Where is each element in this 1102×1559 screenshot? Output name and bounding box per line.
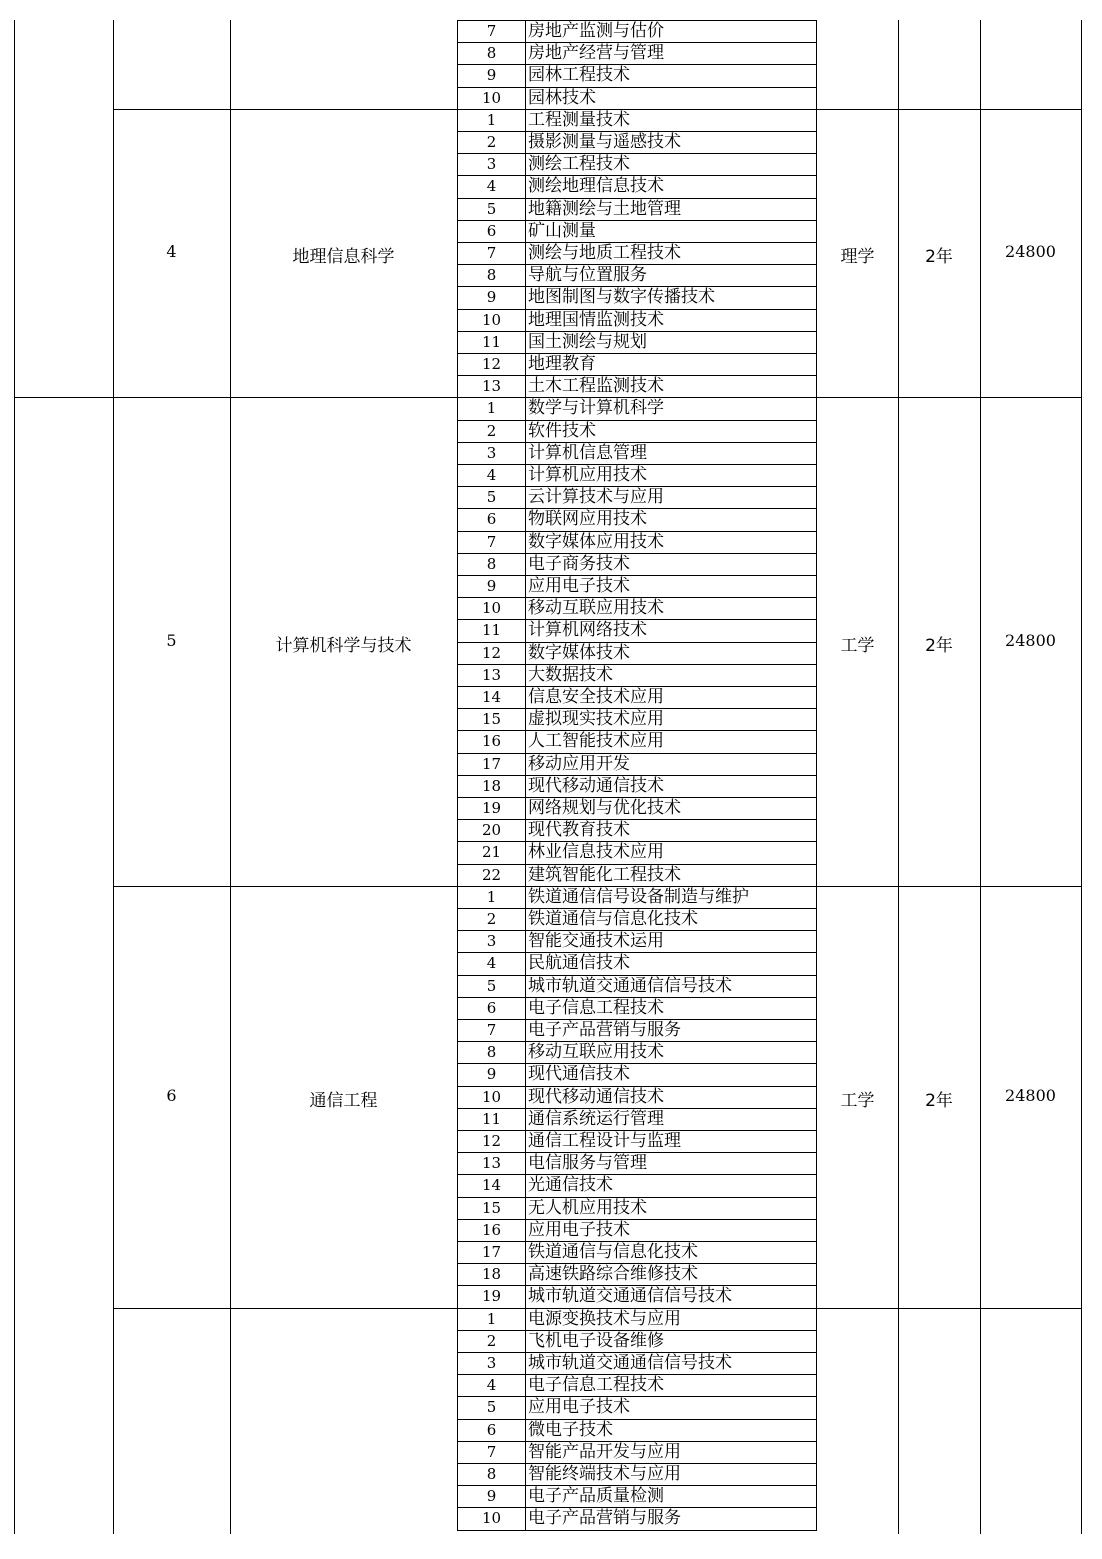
program-row (458, 819, 816, 841)
program-name: 现代移动通信技术 (528, 1086, 664, 1107)
program-row (458, 42, 816, 64)
program-name: 地理教育 (528, 353, 596, 374)
program-number: 8 (458, 1042, 526, 1063)
tuition-fee: 24800 (1005, 630, 1056, 650)
program-name: 电信服务与管理 (528, 1153, 647, 1174)
program-row (458, 87, 816, 109)
program-number: 12 (458, 354, 526, 375)
program-number: 7 (458, 1442, 526, 1463)
program-row (458, 309, 816, 331)
program-row (458, 886, 816, 908)
program-row (458, 464, 816, 486)
sequence-number: 4 (166, 242, 177, 262)
major-name: 通信工程 (309, 1090, 378, 1111)
program-number: 10 (458, 1087, 526, 1108)
program-name: 高速铁路综合维修技术 (528, 1264, 698, 1285)
group-border (14, 397, 457, 398)
program-number: 6 (458, 221, 526, 242)
program-list (457, 397, 817, 886)
program-number: 1 (458, 887, 526, 908)
program-name: 测绘与地质工程技术 (528, 242, 681, 263)
program-name: 微电子技术 (528, 1419, 613, 1440)
program-name: 飞机电子设备维修 (528, 1330, 664, 1351)
program-name: 智能产品开发与应用 (528, 1441, 681, 1462)
program-number: 15 (458, 1198, 526, 1219)
program-name: 移动互联应用技术 (528, 598, 664, 619)
program-name: 应用电子技术 (528, 575, 630, 596)
major-name: 地理信息科学 (292, 247, 395, 268)
degree-category: 理学 (840, 247, 875, 268)
program-number: 9 (458, 576, 526, 597)
program-row (458, 975, 816, 997)
program-name: 国土测绘与规划 (528, 331, 647, 352)
program-number: 13 (458, 1153, 526, 1174)
program-number: 18 (458, 1264, 526, 1285)
program-row (458, 109, 816, 131)
program-name: 电子产品营销与服务 (528, 1019, 681, 1040)
program-name: 林业信息技术应用 (528, 842, 664, 863)
program-number: 17 (458, 1242, 526, 1263)
column-border (14, 20, 15, 1534)
program-row (458, 1352, 816, 1374)
major-name: 计算机科学与技术 (275, 635, 412, 656)
program-list (457, 109, 817, 399)
program-row (458, 1308, 816, 1330)
program-row (458, 1197, 816, 1219)
degree-category: 工学 (840, 635, 875, 656)
program-row (458, 397, 816, 419)
program-name: 通信工程设计与监理 (528, 1130, 681, 1151)
sequence-number: 6 (166, 1085, 177, 1105)
program-row (458, 286, 816, 308)
program-name: 虚拟现实技术应用 (528, 709, 664, 730)
program-row (458, 1507, 816, 1529)
group-border (817, 109, 1081, 110)
program-name: 通信系统运行管理 (528, 1108, 664, 1129)
program-name: 现代移动通信技术 (528, 775, 664, 796)
program-number: 4 (458, 465, 526, 486)
study-years: 2年 (925, 247, 953, 268)
program-name: 电子产品营销与服务 (528, 1508, 681, 1529)
program-name: 城市轨道交通通信信号技术 (528, 1286, 732, 1307)
group-border (817, 397, 1081, 398)
program-row (458, 353, 816, 375)
program-row (458, 442, 816, 464)
program-name: 计算机应用技术 (528, 464, 647, 485)
program-number: 12 (458, 643, 526, 664)
program-number: 11 (458, 332, 526, 353)
program-row (458, 153, 816, 175)
program-number: 1 (458, 398, 526, 419)
program-row (458, 508, 816, 530)
program-name: 城市轨道交通通信信号技术 (528, 975, 732, 996)
program-number: 2 (458, 421, 526, 442)
program-row (458, 753, 816, 775)
program-row (458, 1330, 816, 1352)
program-name: 土木工程监测技术 (528, 376, 664, 397)
program-number: 7 (458, 21, 526, 42)
program-number: 4 (458, 176, 526, 197)
program-number: 1 (458, 110, 526, 131)
program-name: 工程测量技术 (528, 109, 630, 130)
program-row (458, 131, 816, 153)
column-border (1081, 20, 1082, 1534)
group-border (817, 886, 1081, 887)
program-name: 电子商务技术 (528, 553, 630, 574)
program-list (457, 1308, 817, 1531)
tuition-fee: 24800 (1005, 1085, 1056, 1105)
program-number: 16 (458, 731, 526, 752)
program-number: 8 (458, 1464, 526, 1485)
program-row (458, 841, 816, 863)
sequence-number: 5 (166, 630, 177, 650)
program-row (458, 997, 816, 1019)
program-row (458, 619, 816, 641)
program-number: 14 (458, 687, 526, 708)
program-number: 14 (458, 1175, 526, 1196)
program-number: 3 (458, 1353, 526, 1374)
program-number: 7 (458, 532, 526, 553)
program-name: 测绘地理信息技术 (528, 176, 664, 197)
program-number: 22 (458, 865, 526, 886)
program-row (458, 1130, 816, 1152)
program-row (458, 64, 816, 86)
program-name: 网络规划与优化技术 (528, 797, 681, 818)
program-name: 铁道通信与信息化技术 (528, 908, 698, 929)
program-number: 8 (458, 554, 526, 575)
program-row (458, 331, 816, 353)
program-name: 园林技术 (528, 87, 596, 108)
program-number: 6 (458, 509, 526, 530)
program-number: 3 (458, 931, 526, 952)
program-number: 21 (458, 842, 526, 863)
program-number: 10 (458, 598, 526, 619)
program-number: 20 (458, 820, 526, 841)
program-number: 19 (458, 1286, 526, 1307)
program-name: 建筑智能化工程技术 (528, 864, 681, 885)
program-name: 无人机应用技术 (528, 1197, 647, 1218)
program-row (458, 952, 816, 974)
program-number: 9 (458, 1486, 526, 1507)
program-name: 数字媒体技术 (528, 642, 630, 663)
program-row (458, 1041, 816, 1063)
program-row (458, 664, 816, 686)
program-number: 3 (458, 154, 526, 175)
program-number: 5 (458, 1397, 526, 1418)
program-name: 电子产品质量检测 (528, 1486, 664, 1507)
program-name: 大数据技术 (528, 664, 613, 685)
program-number: 6 (458, 1420, 526, 1441)
program-number: 8 (458, 43, 526, 64)
program-row (458, 597, 816, 619)
program-row (458, 198, 816, 220)
program-row (458, 1241, 816, 1263)
program-list (457, 886, 817, 1309)
program-number: 4 (458, 953, 526, 974)
program-name: 园林工程技术 (528, 65, 630, 86)
program-number: 7 (458, 1020, 526, 1041)
group-border (113, 886, 457, 887)
program-row (458, 1063, 816, 1085)
degree-category: 工学 (840, 1090, 875, 1111)
program-row (458, 642, 816, 664)
program-name: 摄影测量与遥感技术 (528, 131, 681, 152)
program-number: 17 (458, 754, 526, 775)
group-border (113, 109, 457, 110)
program-number: 5 (458, 199, 526, 220)
program-row (458, 864, 816, 886)
group-border (113, 1308, 457, 1309)
program-row (458, 486, 816, 508)
program-number: 4 (458, 1375, 526, 1396)
program-name: 房地产监测与估价 (528, 21, 664, 41)
program-name: 地籍测绘与土地管理 (528, 198, 681, 219)
program-name: 计算机网络技术 (528, 620, 647, 641)
program-number: 11 (458, 1109, 526, 1130)
program-row (458, 553, 816, 575)
program-row (458, 420, 816, 442)
program-row (458, 1019, 816, 1041)
program-row (458, 531, 816, 553)
program-row (458, 686, 816, 708)
program-number: 12 (458, 1131, 526, 1152)
program-row (458, 1485, 816, 1507)
program-row (458, 908, 816, 930)
program-name: 云计算技术与应用 (528, 487, 664, 508)
program-row (458, 264, 816, 286)
program-row (458, 1463, 816, 1485)
program-name: 智能交通技术运用 (528, 931, 664, 952)
group-border (817, 1308, 1081, 1309)
program-number: 13 (458, 665, 526, 686)
program-number: 9 (458, 65, 526, 86)
program-number: 5 (458, 487, 526, 508)
program-name: 测绘工程技术 (528, 154, 630, 175)
program-row (458, 775, 816, 797)
program-name: 电源变换技术与应用 (528, 1308, 681, 1329)
program-name: 应用电子技术 (528, 1219, 630, 1240)
program-number: 1 (458, 1309, 526, 1330)
program-row (458, 1263, 816, 1285)
program-number: 2 (458, 132, 526, 153)
program-row (458, 1396, 816, 1418)
program-row (458, 1219, 816, 1241)
program-number: 16 (458, 1220, 526, 1241)
program-number: 10 (458, 310, 526, 331)
program-row (458, 708, 816, 730)
program-name: 人工智能技术应用 (528, 731, 664, 752)
program-number: 10 (458, 1508, 526, 1529)
program-name: 铁道通信信号设备制造与维护 (528, 886, 749, 907)
program-name: 数学与计算机科学 (528, 398, 664, 419)
program-number: 15 (458, 709, 526, 730)
program-number: 3 (458, 443, 526, 464)
study-years: 2年 (925, 635, 953, 656)
program-row (458, 1441, 816, 1463)
tuition-fee: 24800 (1005, 242, 1056, 262)
program-row (458, 375, 816, 397)
program-number: 10 (458, 88, 526, 109)
program-row (458, 20, 816, 42)
program-row (458, 797, 816, 819)
program-row (458, 575, 816, 597)
program-number: 2 (458, 909, 526, 930)
program-number: 7 (458, 243, 526, 264)
program-name: 现代通信技术 (528, 1064, 630, 1085)
program-name: 铁道通信与信息化技术 (528, 1241, 698, 1262)
program-number: 13 (458, 376, 526, 397)
program-name: 现代教育技术 (528, 820, 630, 841)
program-number: 9 (458, 287, 526, 308)
program-number: 9 (458, 1064, 526, 1085)
program-row (458, 1285, 816, 1307)
program-row (458, 175, 816, 197)
program-row (458, 220, 816, 242)
program-name: 民航通信技术 (528, 953, 630, 974)
program-name: 房地产经营与管理 (528, 43, 664, 64)
program-name: 电子信息工程技术 (528, 1375, 664, 1396)
program-name: 应用电子技术 (528, 1397, 630, 1418)
program-number: 8 (458, 265, 526, 286)
program-number: 2 (458, 1331, 526, 1352)
program-number: 19 (458, 798, 526, 819)
program-row (458, 1174, 816, 1196)
program-row (458, 1152, 816, 1174)
program-name: 移动互联应用技术 (528, 1042, 664, 1063)
program-name: 软件技术 (528, 420, 596, 441)
program-name: 矿山测量 (528, 220, 596, 241)
program-number: 5 (458, 976, 526, 997)
program-number: 11 (458, 620, 526, 641)
program-name: 计算机信息管理 (528, 442, 647, 463)
program-number: 18 (458, 776, 526, 797)
program-name: 导航与位置服务 (528, 265, 647, 286)
program-name: 地图制图与数字传播技术 (528, 287, 715, 308)
program-name: 光通信技术 (528, 1175, 613, 1196)
program-number: 6 (458, 998, 526, 1019)
program-name: 智能终端技术与应用 (528, 1463, 681, 1484)
program-row (458, 1086, 816, 1108)
program-row (458, 242, 816, 264)
program-name: 地理国情监测技术 (528, 309, 664, 330)
program-name: 城市轨道交通通信信号技术 (528, 1352, 732, 1373)
program-list (457, 20, 817, 110)
program-name: 电子信息工程技术 (528, 997, 664, 1018)
program-name: 数字媒体应用技术 (528, 531, 664, 552)
program-row (458, 1374, 816, 1396)
program-name: 物联网应用技术 (528, 509, 647, 530)
program-row (458, 930, 816, 952)
program-row (458, 730, 816, 752)
study-years: 2年 (925, 1090, 953, 1111)
program-name: 移动应用开发 (528, 753, 630, 774)
program-row (458, 1108, 816, 1130)
program-name: 信息安全技术应用 (528, 686, 664, 707)
program-row (458, 1419, 816, 1441)
